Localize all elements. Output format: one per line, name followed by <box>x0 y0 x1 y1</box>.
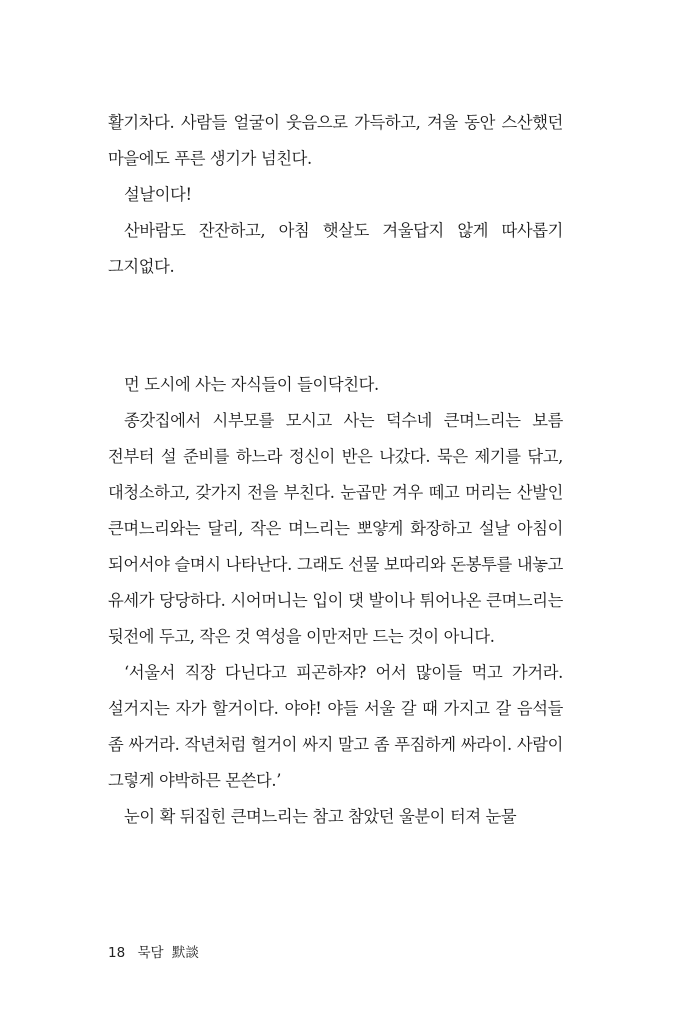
paragraph-children-arrive: 먼 도시에 사는 자식들이 들이닥친다. <box>124 375 379 394</box>
book-title: 묵담 <box>137 945 164 961</box>
book-title-hanja: 默談 <box>171 945 199 961</box>
paragraph-daughters-in-law: 종갓집에서 시부모를 모시고 사는 덕수네 큰며느리는 보름 전부터 설 준비를 하느라 정신이 반은 나갔다. 묵은 제기를 닦고, 대청소하고, 갖가지 전을 부친다. 눈곱만 겨우 떼고 머리는 산발인 큰며느리와는 달리, 작은 며느리는 뽀얗게 화장하고 설날 아침이 되어서야 슬며시 나타난다. 그래도 선물 보따리와 돈봉투를 내놓고 유세가 당당하다. 시어머니는 입이 댓 발이나 튀어나온 큰며느리는 뒷전에 두고, 작은 것 역성을 이만저만 드는 것이 아니다. <box>108 411 563 646</box>
paragraph-lively-village: 활기차다. 사람들 얼굴이 웃음으로 가득하고, 겨울 동안 스산했던 마을에도 푸른 생기가 넘친다. <box>108 113 563 168</box>
main-text-block <box>108 367 563 835</box>
paragraph-tears: 눈이 확 뒤집힌 큰며느리는 참고 참았던 울분이 터져 눈물 <box>124 807 517 826</box>
page-footer <box>108 944 199 962</box>
paragraph-new-year: 설날이다! <box>124 185 192 204</box>
opening-text-block <box>108 105 563 285</box>
page-number: 18 <box>108 945 126 961</box>
paragraph-mother-in-law-quote: ‘서울서 직장 다닌다고 피곤하쟈? 어서 많이들 먹고 가거라. 설거지는 자가 할거이다. 야야! 야들 서울 갈 때 가지고 갈 음석들 좀 싸거라. 작년처럼 헐거이 싸지 말고 좀 푸짐하게 싸라이. 사람이 그렇게 야박하믄 몬쓴다.’ <box>108 663 563 790</box>
paragraph-mountain-wind: 산바람도 잔잔하고, 아침 햇살도 겨울답지 않게 따사롭기 그지없다. <box>108 221 563 276</box>
